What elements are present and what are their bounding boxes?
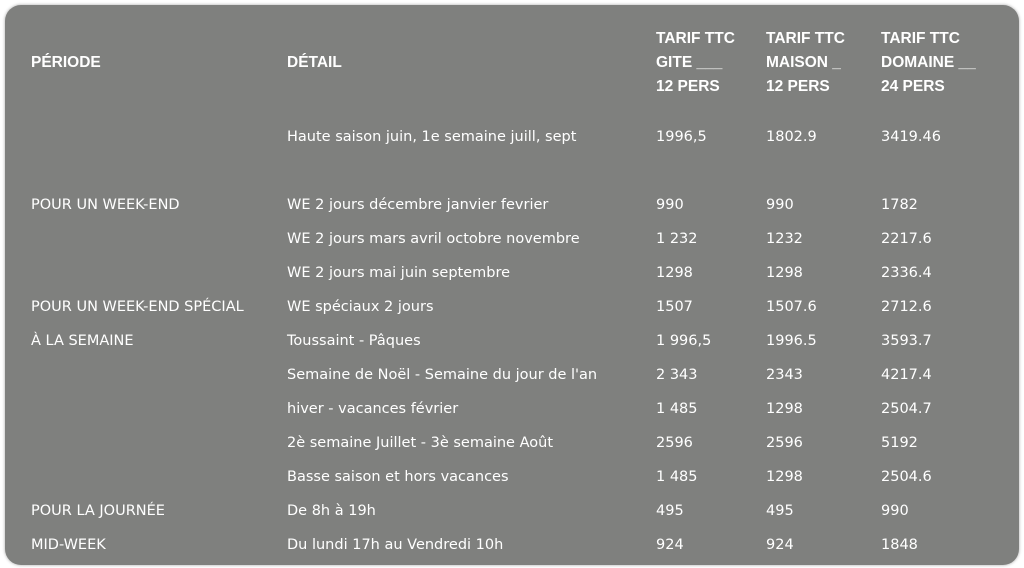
detail-cell: WE 2 jours décembre janvier fevrier xyxy=(287,197,549,213)
table-row xyxy=(5,426,1019,460)
pricing-table xyxy=(5,5,1019,565)
price-domaine-cell: 2336.4 xyxy=(881,265,932,281)
price-domaine-cell: 2217.6 xyxy=(881,231,932,247)
price-maison-cell: 990 xyxy=(766,197,794,213)
header-tarif-domaine: TARIF TTC DOMAINE __ 24 PERS xyxy=(881,30,976,95)
price-maison-cell: 1298 xyxy=(766,469,803,485)
price-maison-cell: 2343 xyxy=(766,367,803,383)
price-gite-cell: 1 485 xyxy=(656,469,698,485)
price-domaine-cell: 5192 xyxy=(881,435,918,451)
table-row xyxy=(5,324,1019,358)
price-maison-cell: 2596 xyxy=(766,435,803,451)
price-domaine-cell: 2504.6 xyxy=(881,469,932,485)
detail-cell: WE spéciaux 2 jours xyxy=(287,299,434,315)
table-row xyxy=(5,188,1019,222)
detail-cell: WE 2 jours mai juin septembre xyxy=(287,265,511,281)
table-row xyxy=(5,460,1019,494)
price-maison-cell: 1802.9 xyxy=(766,129,817,145)
price-maison-cell: 1232 xyxy=(766,231,803,247)
price-gite-cell: 1298 xyxy=(656,265,693,281)
price-gite-cell: 2596 xyxy=(656,435,693,451)
period-cell: MID-WEEK xyxy=(31,537,106,553)
price-gite-cell: 1 996,5 xyxy=(656,333,712,349)
table-row xyxy=(5,528,1019,562)
detail-cell: hiver - vacances février xyxy=(287,401,459,417)
price-gite-cell: 1996,5 xyxy=(656,129,707,145)
price-domaine-cell: 990 xyxy=(881,503,909,519)
detail-cell: 2è semaine Juillet - 3è semaine Août xyxy=(287,435,553,451)
header-period: PÉRIODE xyxy=(31,54,101,71)
price-domaine-cell: 3419.46 xyxy=(881,129,941,145)
table-row xyxy=(5,494,1019,528)
table-row xyxy=(5,120,1019,154)
detail-cell: Semaine de Noël - Semaine du jour de l'an xyxy=(287,367,598,383)
price-maison-cell: 495 xyxy=(766,503,794,519)
detail-cell: Haute saison juin, 1e semaine juill, sept xyxy=(287,129,577,145)
price-maison-cell: 1507.6 xyxy=(766,299,817,315)
price-gite-cell: 2 343 xyxy=(656,367,698,383)
period-cell: POUR UN WEEK-END xyxy=(31,197,180,213)
table-row xyxy=(5,256,1019,290)
header-detail: DÉTAIL xyxy=(287,54,342,71)
table-row xyxy=(5,290,1019,324)
price-gite-cell: 924 xyxy=(656,537,684,553)
price-gite-cell: 1507 xyxy=(656,299,693,315)
price-domaine-cell: 1782 xyxy=(881,197,918,213)
table-row xyxy=(5,358,1019,392)
price-maison-cell: 1298 xyxy=(766,401,803,417)
price-gite-cell: 1 485 xyxy=(656,401,698,417)
period-cell: POUR LA JOURNÉE xyxy=(31,503,165,519)
price-maison-cell: 1996.5 xyxy=(766,333,817,349)
price-maison-cell: 1298 xyxy=(766,265,803,281)
header-tarif-maison: TARIF TTC MAISON _ 12 PERS xyxy=(766,30,845,95)
price-domaine-cell: 3593.7 xyxy=(881,333,932,349)
price-domaine-cell: 4217.4 xyxy=(881,367,932,383)
price-gite-cell: 495 xyxy=(656,503,684,519)
price-gite-cell: 990 xyxy=(656,197,684,213)
price-domaine-cell: 1848 xyxy=(881,537,918,553)
detail-cell: WE 2 jours mars avril octobre novembre xyxy=(287,231,580,247)
detail-cell: De 8h à 19h xyxy=(287,503,376,519)
price-domaine-cell: 2504.7 xyxy=(881,401,932,417)
period-cell: À LA SEMAINE xyxy=(31,333,134,349)
detail-cell: Du lundi 17h au Vendredi 10h xyxy=(287,537,504,553)
detail-cell: Toussaint - Pâques xyxy=(287,333,421,349)
price-gite-cell: 1 232 xyxy=(656,231,698,247)
table-header xyxy=(5,5,1019,121)
table-row xyxy=(5,392,1019,426)
header-tarif-gite: TARIF TTC GITE ___ 12 PERS xyxy=(656,30,735,95)
table-row xyxy=(5,222,1019,256)
price-maison-cell: 924 xyxy=(766,537,794,553)
price-domaine-cell: 2712.6 xyxy=(881,299,932,315)
period-cell: POUR UN WEEK-END SPÉCIAL xyxy=(31,299,244,315)
detail-cell: Basse saison et hors vacances xyxy=(287,469,509,485)
